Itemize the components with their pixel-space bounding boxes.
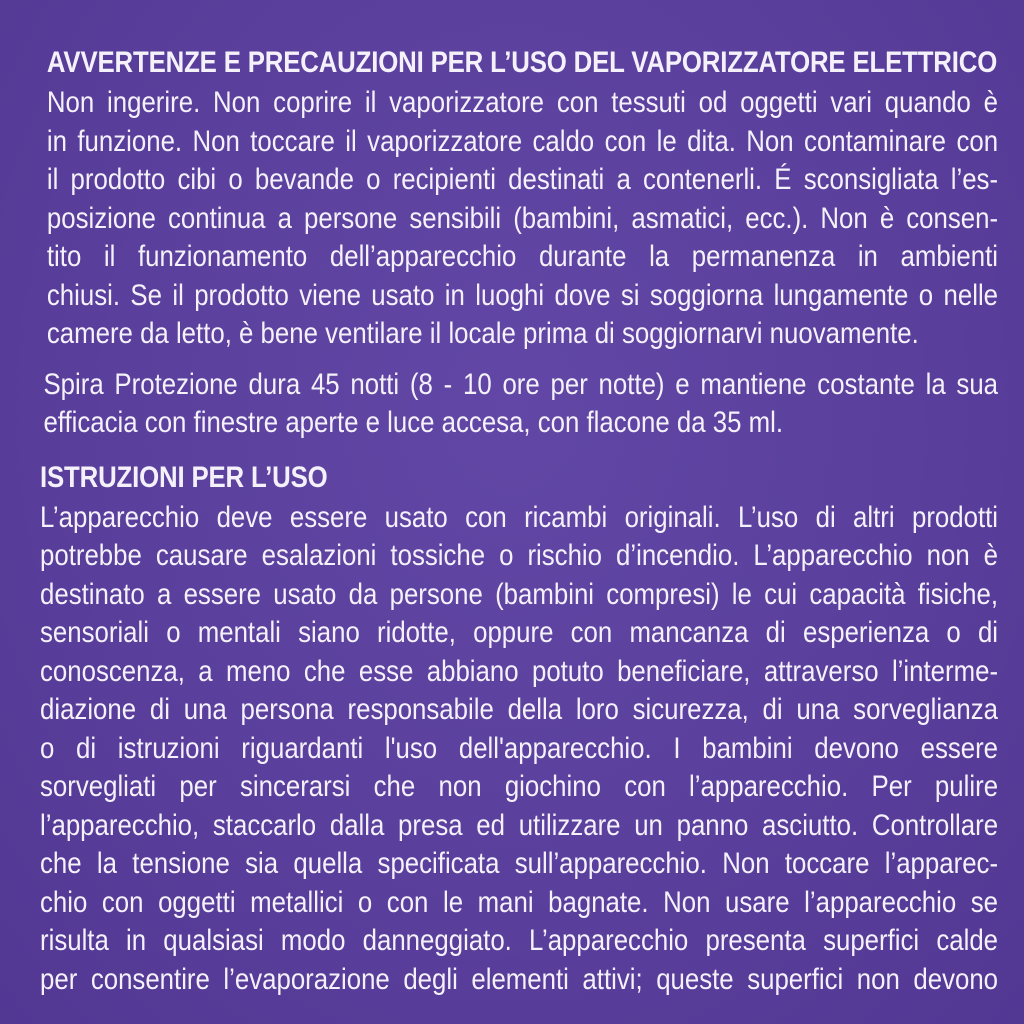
- text-line: conoscenza, a meno che esse abbiano potuto beneficiare, attraverso l’interme-: [40, 654, 999, 688]
- text-line: tito il funzionamento dell’apparecchio durante la permanenza in ambienti: [46, 240, 999, 273]
- text-line: sorvegliati per sincerarsi che non giochino con l’apparecchio. Per pulire: [40, 770, 999, 803]
- text-line: chio con oggetti metallici o con le mani bagnate. Non usare l’apparecchio se: [40, 885, 999, 919]
- text-line: sensoriali o mentali siano ridotte, oppure con mancanza di esperienza o di: [40, 616, 999, 649]
- text-line: efficacia con finestre aperte e luce accesa, con flacone da 35 ml.: [43, 406, 783, 439]
- text-line: che la tensione sia quella specificata sull’apparecchio. Non toccare l’apparec-: [40, 847, 999, 880]
- duration-paragraph: [43, 366, 998, 443]
- text-line: diazione di una persona responsabile della loro sicurezza, di una sorveglianza: [40, 693, 999, 726]
- text-line: in funzione. Non toccare il vaporizzatore caldo con le dita. Non contaminare con: [46, 124, 999, 158]
- instructions-paragraph: [40, 499, 998, 1000]
- text-line: per consentire l’evaporazione degli elementi attivi; queste superfici non devono: [40, 962, 999, 996]
- text-line: il prodotto cibi o bevande o recipienti destinati a contenerli. É sconsigliata l’es-: [46, 163, 999, 196]
- text-line: potrebbe causare esalazioni tossiche o rischio d’incendio. L’apparecchio non è: [40, 539, 999, 572]
- text-line: Non ingerire. Non coprire il vaporizzatore con tessuti od oggetti vari quando è: [46, 86, 999, 119]
- warnings-heading: AVVERTENZE E PRECAUZIONI PER L’USO DEL VAPORIZZATORE ELETTRICO: [46, 46, 998, 79]
- text-line: camere da letto, è bene ventilare il locale prima di soggiornarvi nuovamente.: [46, 317, 919, 350]
- text-line: Spira Protezione dura 45 notti (8 - 10 ore per notte) e mantiene costante la sua: [43, 367, 999, 401]
- instructions-heading: ISTRUZIONI PER L’USO: [40, 460, 328, 494]
- text-line: l’apparecchio, staccarlo dalla presa ed utilizzare un panno asciutto. Controllare: [40, 808, 999, 842]
- text-line: posizione continua a persone sensibili (bambini, asmatici, ecc.). Non è consen-: [46, 201, 999, 235]
- label-text-panel: [40, 44, 999, 999]
- text-line: o di istruzioni riguardanti l'uso dell'apparecchio. I bambini devono essere: [40, 731, 999, 765]
- text-line: chiusi. Se il prodotto viene usato in luoghi dove si soggiorna lungamente o nelle: [46, 278, 999, 312]
- text-line: destinato a essere usato da persone (bambini compresi) le cui capacità fisiche,: [40, 577, 999, 611]
- text-line: L’apparecchio deve essere usato con ricambi originali. L’uso di altri prodotti: [40, 500, 999, 534]
- warnings-paragraph: [47, 84, 998, 354]
- text-line: risulta in qualsiasi modo danneggiato. L’apparecchio presenta superfici calde: [40, 924, 999, 957]
